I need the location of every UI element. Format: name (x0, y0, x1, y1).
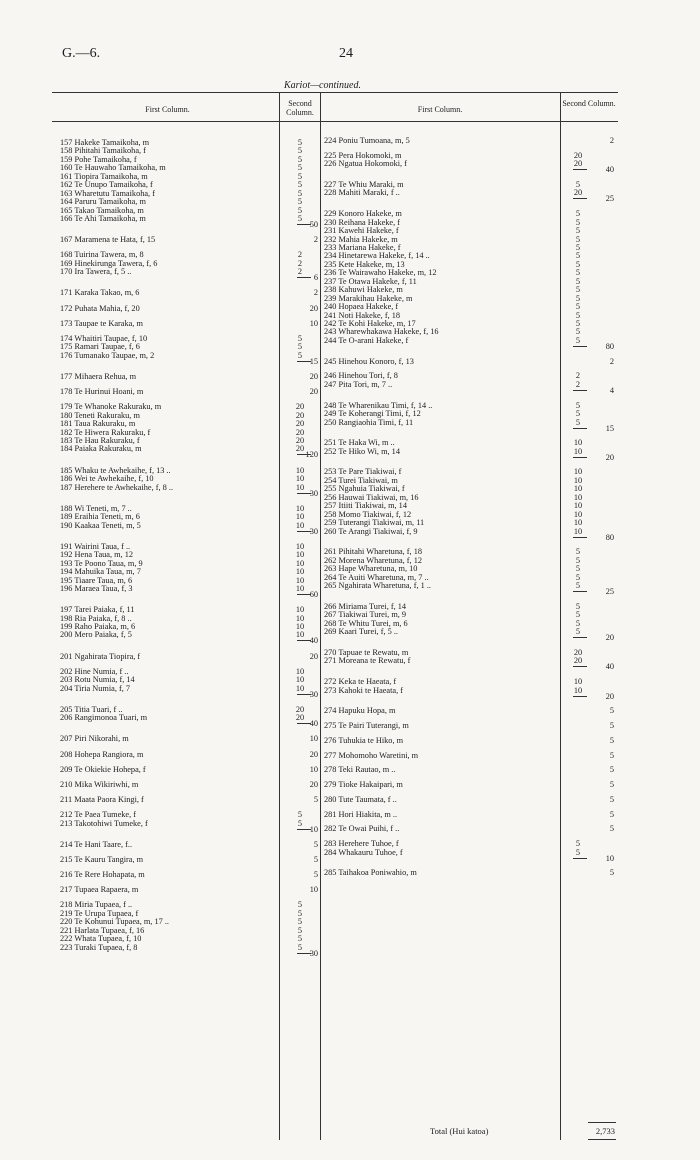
entry-left: 161 Tiopira Tamaikoha, m (60, 171, 148, 181)
group-total-left: 2 (313, 288, 318, 298)
entry-left: 190 Kaakaa Teneti, m, 5 (60, 520, 141, 530)
individual-share-right: 10 (573, 475, 583, 485)
entry-left: 223 Turaki Tupaea, f, 8 (60, 942, 138, 952)
individual-share-right: 5 (575, 409, 581, 419)
entry-left: 183 Te Hau Rakuraku, f (60, 436, 140, 445)
group-total-left: 120 (305, 450, 318, 460)
individual-share-left: 10 (295, 550, 305, 560)
individual-share-left: 10 (295, 567, 305, 577)
entry-right: 242 Te Kohi Hakeke, m, 17 (324, 319, 416, 328)
entry-left: 203 Rotu Numia, f, 14 (60, 675, 135, 685)
individual-share-left: 5 (297, 908, 303, 918)
individual-share-right: 10 (573, 446, 583, 456)
entry-right: 266 Miriama Turei, f, 14 (324, 601, 407, 611)
document-code: G.—6. (62, 46, 101, 61)
entry-left: 178 Te Hurinui Hoani, m (60, 387, 144, 397)
entry-right: 229 Konoro Hakeke, m (324, 209, 402, 219)
group-total-right: 5 (609, 721, 614, 731)
entry-right: 279 Tioke Hakaipari, m (324, 780, 403, 790)
individual-share-right: 5 (575, 242, 581, 252)
entry-right: 230 Reihana Hakeke, f (324, 217, 401, 227)
entry-left: 200 Mero Paiaka, f, 5 (60, 630, 132, 640)
individual-share-right: 20 (573, 656, 583, 666)
individual-share-left: 10 (295, 622, 305, 631)
individual-share-left: 5 (297, 214, 303, 224)
individual-share-left: 5 (297, 925, 303, 935)
entry-right: 253 Te Pare Tiakiwai, f (324, 467, 402, 477)
entry-right: 231 Kawehi Hakeke, f (324, 226, 399, 236)
entry-left: 209 Te Okiekie Hohepa, f (60, 764, 146, 774)
group-total-right: 80 (605, 532, 614, 542)
individual-share-left: 5 (297, 942, 303, 952)
entry-right: 228 Mahiti Maraki, f .. (324, 188, 400, 198)
group-total-left: 5 (313, 854, 318, 864)
individual-share-left: 20 (295, 410, 305, 420)
group-total-right: 25 (605, 194, 614, 204)
entry-left: 182 Te Hiwera Rakuraku, f (60, 427, 151, 437)
entry-right: 232 Mahia Hakeke, m (324, 234, 398, 244)
group-total-left: 2 (313, 235, 318, 245)
entry-right: 227 Te Whiu Maraki, m (324, 179, 404, 189)
individual-share-left: 20 (295, 419, 305, 429)
individual-share-left: 20 (295, 427, 305, 437)
entry-right: 259 Tuterangi Tiakiwai, m, 11 (324, 518, 425, 528)
individual-share-left: 5 (297, 146, 303, 156)
group-total-left: 10 (309, 318, 318, 328)
individual-share-right: 10 (573, 438, 583, 448)
individual-share-left: 20 (295, 704, 305, 714)
group-total-right: 15 (605, 423, 614, 433)
individual-share-left: 5 (297, 333, 303, 343)
individual-share-left: 10 (295, 675, 305, 685)
group-total-right: 5 (609, 794, 614, 804)
individual-share-left: 2 (297, 258, 303, 268)
individual-share-left: 5 (297, 197, 303, 207)
individual-share-right: 5 (575, 610, 581, 620)
entry-left: 176 Tumanako Taupae, m, 2 (60, 350, 155, 360)
entry-left: 159 Pohe Tamaikoha, f (60, 154, 137, 164)
individual-share-left: 20 (295, 436, 305, 445)
group-total-left: 20 (309, 303, 318, 313)
entry-left: 179 Te Whanoke Rakuraku, m (60, 402, 162, 412)
entry-left: 191 Wairini Taua, f .. (60, 541, 131, 551)
entry-left: 185 Whaku te Awhekaihe, f, 13 .. (60, 465, 171, 475)
group-total-right: 5 (609, 706, 614, 716)
entry-right: 277 Mohomoho Waretini, m (324, 750, 419, 760)
entry-left: 186 Wei te Awhekaihe, f, 10 (60, 474, 154, 484)
entry-left: 172 Puhata Mahia, f, 20 (60, 303, 140, 313)
individual-share-right: 5 (575, 319, 581, 328)
entry-right: 238 Kahuwi Hakeke, m (324, 285, 403, 295)
group-total-right: 5 (609, 765, 614, 775)
entry-left: 195 Tiaare Taua, m, 6 (60, 575, 133, 585)
group-total-right: 40 (605, 165, 614, 175)
individual-share-left: 10 (295, 482, 305, 492)
individual-share-right: 5 (575, 179, 581, 189)
entry-left: 165 Takao Tamaikoha, m (60, 205, 144, 215)
individual-share-left: 10 (295, 630, 305, 640)
entry-right: 236 Te Wairawaho Hakeke, m, 12 (324, 268, 437, 278)
group-total-right: 20 (605, 633, 614, 643)
individual-share-left: 2 (297, 267, 303, 277)
individual-share-right: 10 (573, 484, 583, 494)
group-total-right: 40 (605, 662, 614, 672)
individual-share-left: 5 (297, 350, 303, 360)
entry-right: 265 Ngahirata Wharetuna, f, 1 .. (324, 581, 431, 591)
group-total-right: 5 (609, 809, 614, 819)
group-total-right: 20 (605, 452, 614, 462)
entry-right: 276 Tuhukia te Hiko, m (324, 735, 404, 745)
entry-right: 272 Keka te Haeata, f (324, 677, 397, 687)
individual-share-left: 2 (297, 250, 303, 260)
entry-left: 180 Teneti Rakuraku, m (60, 410, 140, 420)
group-total-left: 30 (309, 689, 318, 699)
individual-share-right: 5 (575, 839, 581, 849)
group-total-left: 20 (309, 371, 318, 381)
individual-share-right: 5 (575, 268, 581, 278)
entry-left: 211 Maata Paora Kingi, f (60, 795, 144, 804)
entry-right: 224 Poniu Tumoana, m, 5 (324, 136, 410, 145)
entry-left: 160 Te Hauwaho Tamaikoha, m (60, 163, 166, 173)
entry-left: 199 Raho Paiaka, m, 6 (60, 622, 136, 631)
individual-share-right: 10 (573, 526, 583, 536)
entry-left: 175 Ramari Taupae, f, 6 (60, 342, 140, 352)
entry-left: 197 Tarei Paiaka, f, 11 (60, 605, 135, 615)
second-column-header-left: Second Column. (286, 99, 314, 117)
individual-share-left: 10 (295, 512, 305, 522)
individual-share-left: 5 (297, 917, 303, 927)
individual-share-left: 5 (297, 342, 303, 352)
individual-share-right: 2 (575, 379, 581, 389)
entry-right: 240 Hopaea Hakeke, f (324, 302, 399, 312)
individual-share-left: 5 (297, 934, 303, 944)
entry-left: 215 Te Kauru Tangira, m (60, 854, 144, 864)
individual-share-right: 5 (575, 293, 581, 303)
individual-share-right: 5 (575, 335, 581, 345)
group-total-left: 10 (309, 824, 318, 834)
entry-right: 255 Ngahuia Tiakiwai, f (324, 484, 405, 494)
entry-right: 264 Te Auiti Wharetuna, m, 7 .. (324, 572, 429, 582)
entry-left: 181 Taua Rakuraku, m (60, 419, 136, 429)
group-total-right: 5 (609, 750, 614, 760)
entry-right: 243 Wharewhakawa Hakeke, f, 16 (324, 327, 439, 337)
entry-left: 162 Te Unupo Tamaikoha, f (60, 180, 153, 190)
entry-left: 208 Hohepa Rangiora, m (60, 749, 144, 759)
individual-share-right: 20 (573, 648, 583, 657)
individual-share-right: 5 (575, 209, 581, 219)
individual-share-left: 10 (295, 605, 305, 615)
individual-share-right: 20 (573, 188, 583, 198)
individual-share-right: 5 (575, 547, 581, 557)
entry-left: 170 Ira Tawera, f, 5 .. (60, 267, 132, 277)
individual-share-left: 5 (297, 138, 303, 147)
entry-left: 217 Tupaea Rapaera, m (60, 885, 139, 895)
group-total-right: 2 (609, 136, 614, 145)
entry-left: 158 Pihitahi Tamaikoha, f (60, 146, 146, 156)
group-total-left: 40 (309, 719, 318, 729)
entry-left: 213 Takotohiwi Tumeke, f (60, 818, 148, 828)
group-total-left: 10 (309, 764, 318, 774)
entry-left: 198 Ria Paiaka, f, 8 .. (60, 613, 132, 623)
group-total-left: 5 (313, 795, 318, 804)
entry-right: 250 Rangiaohia Timi, f, 11 (324, 417, 414, 427)
entry-right: 274 Hapuku Hopa, m (324, 706, 396, 716)
individual-share-right: 10 (573, 501, 583, 511)
individual-share-right: 5 (575, 217, 581, 227)
entry-right: 271 Moreana te Rewatu, f (324, 656, 411, 666)
group-total-left: 5 (313, 870, 318, 880)
individual-share-left: 10 (295, 558, 305, 568)
entry-left: 218 Miria Tupaea, f .. (60, 900, 133, 910)
individual-share-right: 5 (575, 601, 581, 611)
individual-share-left: 10 (295, 666, 305, 676)
individual-share-left: 5 (297, 171, 303, 181)
entry-right: 248 Te Wharenikau Timi, f, 14 .. (324, 400, 433, 410)
entry-right: 281 Hori Hiakita, m .. (324, 809, 398, 819)
group-total-left: 20 (309, 779, 318, 789)
group-total-left: 30 (309, 488, 318, 498)
group-total-left: 40 (309, 636, 318, 646)
group-total-right: 10 (605, 853, 614, 863)
individual-share-left: 10 (295, 474, 305, 484)
individual-share-right: 10 (573, 509, 583, 519)
individual-share-left: 5 (297, 205, 303, 215)
individual-share-right: 5 (575, 302, 581, 312)
individual-share-right: 5 (575, 276, 581, 286)
individual-share-left: 5 (297, 154, 303, 164)
entry-left: 204 Tiria Numia, f, 7 (60, 683, 131, 693)
entry-left: 189 Eraihia Teneti, m, 6 (60, 512, 140, 522)
entry-right: 278 Teki Rautao, m .. (324, 765, 396, 775)
individual-share-right: 10 (573, 518, 583, 528)
group-total-left: 10 (309, 734, 318, 744)
individual-share-right: 5 (575, 251, 581, 261)
entry-right: 246 Hinehou Tori, f, 8 (324, 371, 398, 381)
entry-right: 284 Whakauru Tuhoe, f (324, 847, 403, 857)
individual-share-left: 10 (295, 503, 305, 513)
entry-left: 207 Piri Nikorahi, m (60, 734, 129, 744)
individual-share-right: 10 (573, 685, 583, 695)
entry-left: 173 Taupae te Karaka, m (60, 318, 143, 328)
group-total-right: 5 (609, 780, 614, 790)
entry-right: 254 Turei Tiakiwai, m (324, 475, 398, 485)
individual-share-left: 5 (297, 818, 303, 828)
individual-share-left: 20 (295, 444, 305, 454)
individual-share-right: 5 (575, 581, 581, 591)
group-total-left: 15 (309, 356, 318, 366)
entry-right: 256 Hauwai Tiakiwai, m, 16 (324, 492, 419, 502)
individual-share-left: 20 (295, 713, 305, 723)
running-title: Kariot—continued. (284, 80, 361, 91)
individual-share-left: 5 (297, 163, 303, 173)
individual-share-right: 10 (573, 677, 583, 687)
entry-left: 169 Hinekirunga Tawera, f, 6 (60, 258, 158, 268)
entry-right: 268 Te Whitu Turei, m, 6 (324, 618, 408, 628)
individual-share-right: 10 (573, 467, 583, 477)
individual-share-left: 10 (295, 683, 305, 693)
entry-right: 262 Morena Wharetuna, f, 12 (324, 555, 422, 565)
group-total-left: 20 (309, 749, 318, 759)
group-total-left: 60 (309, 589, 318, 599)
entry-right: 282 Te Owai Puihi, f .. (324, 824, 400, 834)
entry-left: 192 Hena Taua, m, 12 (60, 550, 133, 560)
entry-left: 187 Herehere te Awhekaihe, f, 8 .. (60, 482, 174, 492)
group-total-left: 30 (309, 526, 318, 536)
entry-right: 245 Hinehou Konoro, f, 13 (324, 356, 414, 366)
group-total-left: 6 (313, 273, 318, 283)
group-total-right: 5 (609, 824, 614, 834)
entry-left: 193 Te Poono Taua, m, 9 (60, 558, 143, 568)
entry-right: 275 Te Pairi Tuterangi, m (324, 721, 409, 731)
entry-left: 174 Whaitiri Taupae, f, 10 (60, 333, 148, 343)
entry-right: 280 Tute Taumata, f .. (324, 794, 397, 804)
entry-right: 285 Taihakoa Poniwahio, m (324, 868, 417, 878)
entry-right: 269 Kaari Turei, f, 5 .. (324, 627, 398, 637)
entry-right: 252 Te Hiko Wi, m, 14 (324, 446, 400, 456)
entry-right: 241 Noti Hakeke, f, 18 (324, 310, 401, 320)
individual-share-right: 5 (575, 285, 581, 295)
group-total-right: 2 (609, 356, 614, 366)
group-total-left: 10 (309, 885, 318, 895)
individual-share-right: 5 (575, 226, 581, 236)
page-number: 24 (339, 46, 353, 61)
individual-share-right: 20 (573, 159, 583, 169)
entry-right: 260 Te Arangi Tiakiwai, f, 9 (324, 526, 418, 536)
entry-left: 188 Wi Teneti, m, 7 .. (60, 503, 132, 513)
entry-right: 270 Tapuae te Rewatu, m (324, 648, 409, 657)
entry-left: 171 Karaka Takao, m, 6 (60, 288, 140, 298)
individual-share-right: 5 (575, 572, 581, 582)
total-label: Total (Hui katoa) (430, 1126, 489, 1136)
entry-left: 214 Te Hani Taare, f.. (60, 839, 133, 849)
entry-right: 263 Hape Wharetuna, m, 10 (324, 564, 418, 574)
entry-left: 222 Whata Tupaea, f, 10 (60, 934, 142, 944)
entry-left: 210 Mika Wikiriwhi, m (60, 779, 139, 789)
entry-left: 166 Te Ahi Tamaikoha, m (60, 214, 146, 224)
individual-share-right: 5 (575, 555, 581, 565)
entry-right: 267 Tiakiwai Turei, m, 9 (324, 610, 407, 620)
first-column-header-right: First Column. (417, 105, 463, 114)
entry-left: 168 Tuirina Tawera, m, 8 (60, 250, 144, 260)
entry-right: 225 Pera Hokomoki, m (324, 150, 402, 160)
entry-left: 194 Mahuika Taua, m, 7 (60, 567, 141, 577)
entry-right: 273 Kahoki te Haeata, f (324, 685, 404, 695)
individual-share-right: 2 (575, 371, 581, 381)
entry-right: 258 Momo Tiakiwai, f, 12 (324, 509, 412, 519)
entry-left: 164 Paruru Tamaikoha, m (60, 197, 146, 207)
entry-left: 167 Maramena te Hata, f, 15 (60, 235, 156, 245)
individual-share-left: 10 (295, 583, 305, 593)
second-column-header-right: Second Column. (562, 99, 616, 108)
individual-share-left: 10 (295, 541, 305, 551)
entry-right: 239 Marakihau Hakeke, m (324, 293, 413, 303)
entry-right: 261 Pihitahi Wharetuna, f, 18 (324, 547, 423, 557)
group-total-right: 5 (609, 868, 614, 878)
entry-left: 221 Harlata Tupaea, f, 16 (60, 925, 145, 935)
entry-right: 233 Mariana Hakeke, f (324, 242, 401, 252)
individual-share-left: 10 (295, 465, 305, 475)
group-total-left: 20 (309, 387, 318, 397)
group-total-left: 50 (309, 220, 318, 230)
individual-share-left: 5 (297, 900, 303, 910)
individual-share-left: 5 (297, 180, 303, 190)
entry-left: 196 Maraea Taua, f, 3 (60, 583, 133, 593)
entry-left: 205 Titia Tuari, f .. (60, 704, 123, 714)
individual-share-right: 20 (573, 150, 583, 160)
individual-share-right: 5 (575, 618, 581, 628)
entry-right: 226 Ngatua Hokomoki, f (324, 159, 407, 169)
group-total-right: 20 (605, 691, 614, 701)
entry-right: 237 Te Otawa Hakeke, f, 11 (324, 276, 417, 286)
individual-share-left: 5 (297, 810, 303, 820)
total-value: 2,733 (595, 1126, 615, 1136)
entry-left: 206 Rangimonoa Tuari, m (60, 713, 148, 723)
individual-share-left: 10 (295, 575, 305, 585)
group-total-right: 4 (609, 385, 614, 395)
entry-left: 157 Hakeke Tamaikoha, m (60, 138, 150, 147)
individual-share-left: 10 (295, 520, 305, 530)
individual-share-right: 5 (575, 234, 581, 244)
first-column-header-left: First Column. (145, 105, 190, 114)
entry-right: 234 Hinetarewa Hakeke, f, 14 .. (324, 251, 430, 261)
entry-left: 220 Te Kohunui Tupaea, m, 17 .. (60, 917, 169, 927)
individual-share-right: 5 (575, 564, 581, 574)
entry-left: 219 Te Urupa Tupaea, f (60, 908, 139, 918)
entry-right: 247 Pita Tori, m, 7 .. (324, 379, 393, 389)
individual-share-right: 5 (575, 400, 581, 410)
individual-share-right: 5 (575, 417, 581, 427)
individual-share-right: 5 (575, 310, 581, 320)
individual-share-right: 5 (575, 327, 581, 337)
group-total-left: 5 (313, 839, 318, 849)
entry-right: 235 Kete Hakeke, m, 13 (324, 259, 405, 269)
entry-right: 283 Herehere Tuhoe, f (324, 839, 399, 849)
entry-left: 163 Wharetutu Tamaikoha, f (60, 188, 155, 198)
group-total-right: 25 (605, 587, 614, 597)
individual-share-right: 5 (575, 847, 581, 857)
individual-share-right: 10 (573, 492, 583, 502)
entry-right: 244 Te O-arani Hakeke, f (324, 335, 409, 345)
entry-left: 177 Mihaera Rehua, m (60, 371, 137, 381)
entry-left: 201 Ngahirata Tiopira, f (60, 651, 141, 661)
group-total-left: 30 (309, 948, 318, 958)
group-total-right: 80 (605, 341, 614, 351)
entry-left: 202 Hine Numia, f .. (60, 666, 129, 676)
individual-share-left: 20 (295, 402, 305, 412)
entry-left: 216 Te Rere Hohapata, m (60, 870, 145, 880)
individual-share-left: 10 (295, 613, 305, 623)
group-total-left: 20 (309, 651, 318, 661)
entry-right: 249 Te Koherangi Timi, f, 12 (324, 409, 421, 419)
entry-left: 212 Te Paea Tumeke, f (60, 810, 137, 820)
group-total-right: 5 (609, 735, 614, 745)
entry-right: 251 Te Haka Wi, m .. (324, 438, 395, 448)
individual-share-left: 5 (297, 188, 303, 198)
entry-left: 184 Paiaka Rakuraku, m (60, 444, 142, 454)
individual-share-right: 5 (575, 259, 581, 269)
individual-share-right: 5 (575, 627, 581, 637)
entry-right: 257 Itiiti Tiakiwai, m, 14 (324, 501, 407, 511)
